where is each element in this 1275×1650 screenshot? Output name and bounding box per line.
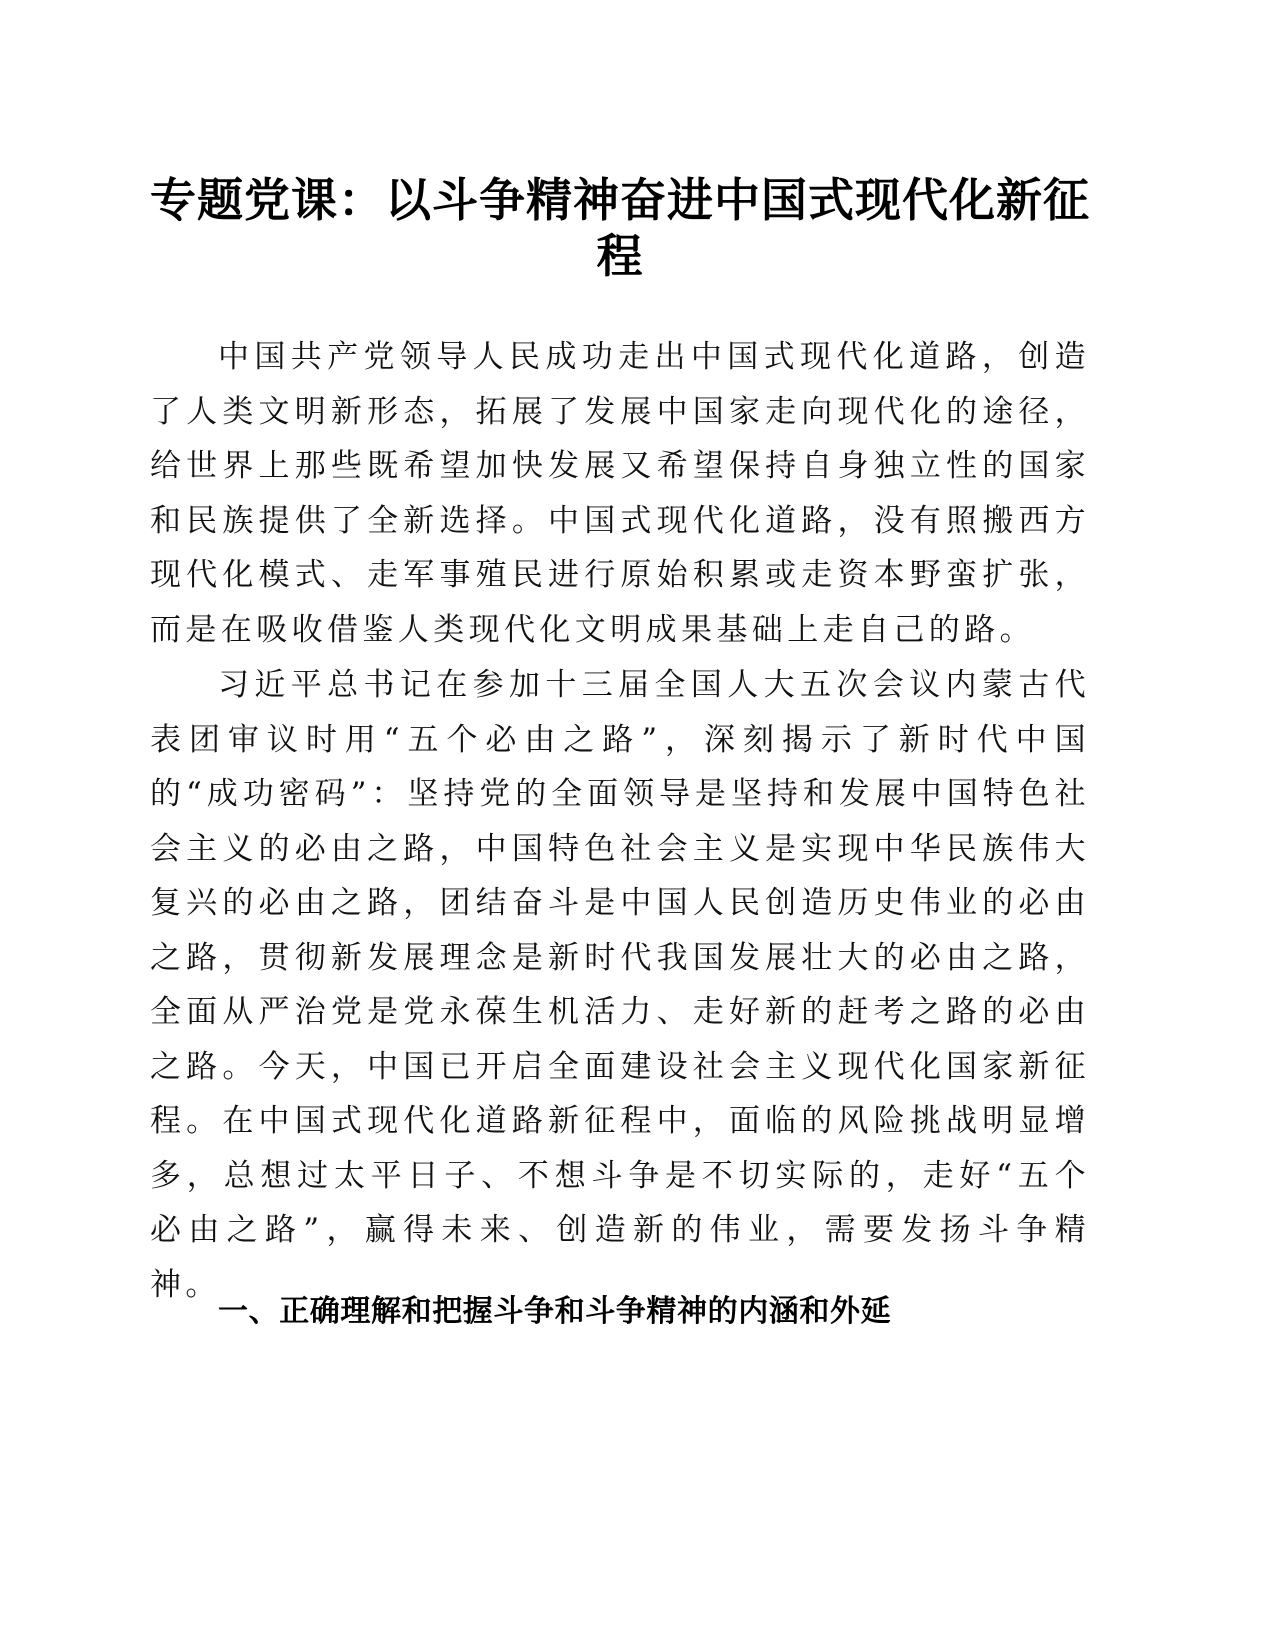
body-paragraph-2: 习近平总书记在参加十三届全国人大五次会议内蒙古代表团审议时用“五个必由之路”，深刻揭示了新时代中国的“成功密码”：坚持党的全面领导是坚持和发展中国特色社会主义的必由之路，中国特色社会主义是实现中华民族伟大复兴的必由之路，团结奋斗是中国人民创造历史伟业的必由之路，贯彻新发展理念是新时代我国发展壮大的必由之路，全面从严治党是党永葆生机活力、走好新的赶考之路的必由之路。今天，中国已开启全面建设社会主义现代化国家新征程。在中国式现代化道路新征程中，面临的风险挑战明显增多，总想过太平日子、不想斗争是不切实际的，走好“五个必由之路”，赢得未来、创造新的伟业，需要发扬斗争精神。 xyxy=(150,667,1090,1303)
document-title: 专题党课：以斗争精神奋进中国式现代化新征程 xyxy=(150,173,1090,283)
section-heading: 一、正确理解和把握斗争和斗争精神的内涵和外延 xyxy=(218,1294,892,1329)
body-paragraph-1: 中国共产党领导人民成功走出中国式现代化道路，创造了人类文明新形态，拓展了发展中国家走向现代化的途径，给世界上那些既希望加快发展又希望保持自身独立性的国家和民族提供了全新选择。中国式现代化道路，没有照搬西方现代化模式、走军事殖民进行原始积累或走资本野蛮扩张，而是在吸收借鉴人类现代化文明成果基础上走自己的路。 xyxy=(150,339,1090,648)
